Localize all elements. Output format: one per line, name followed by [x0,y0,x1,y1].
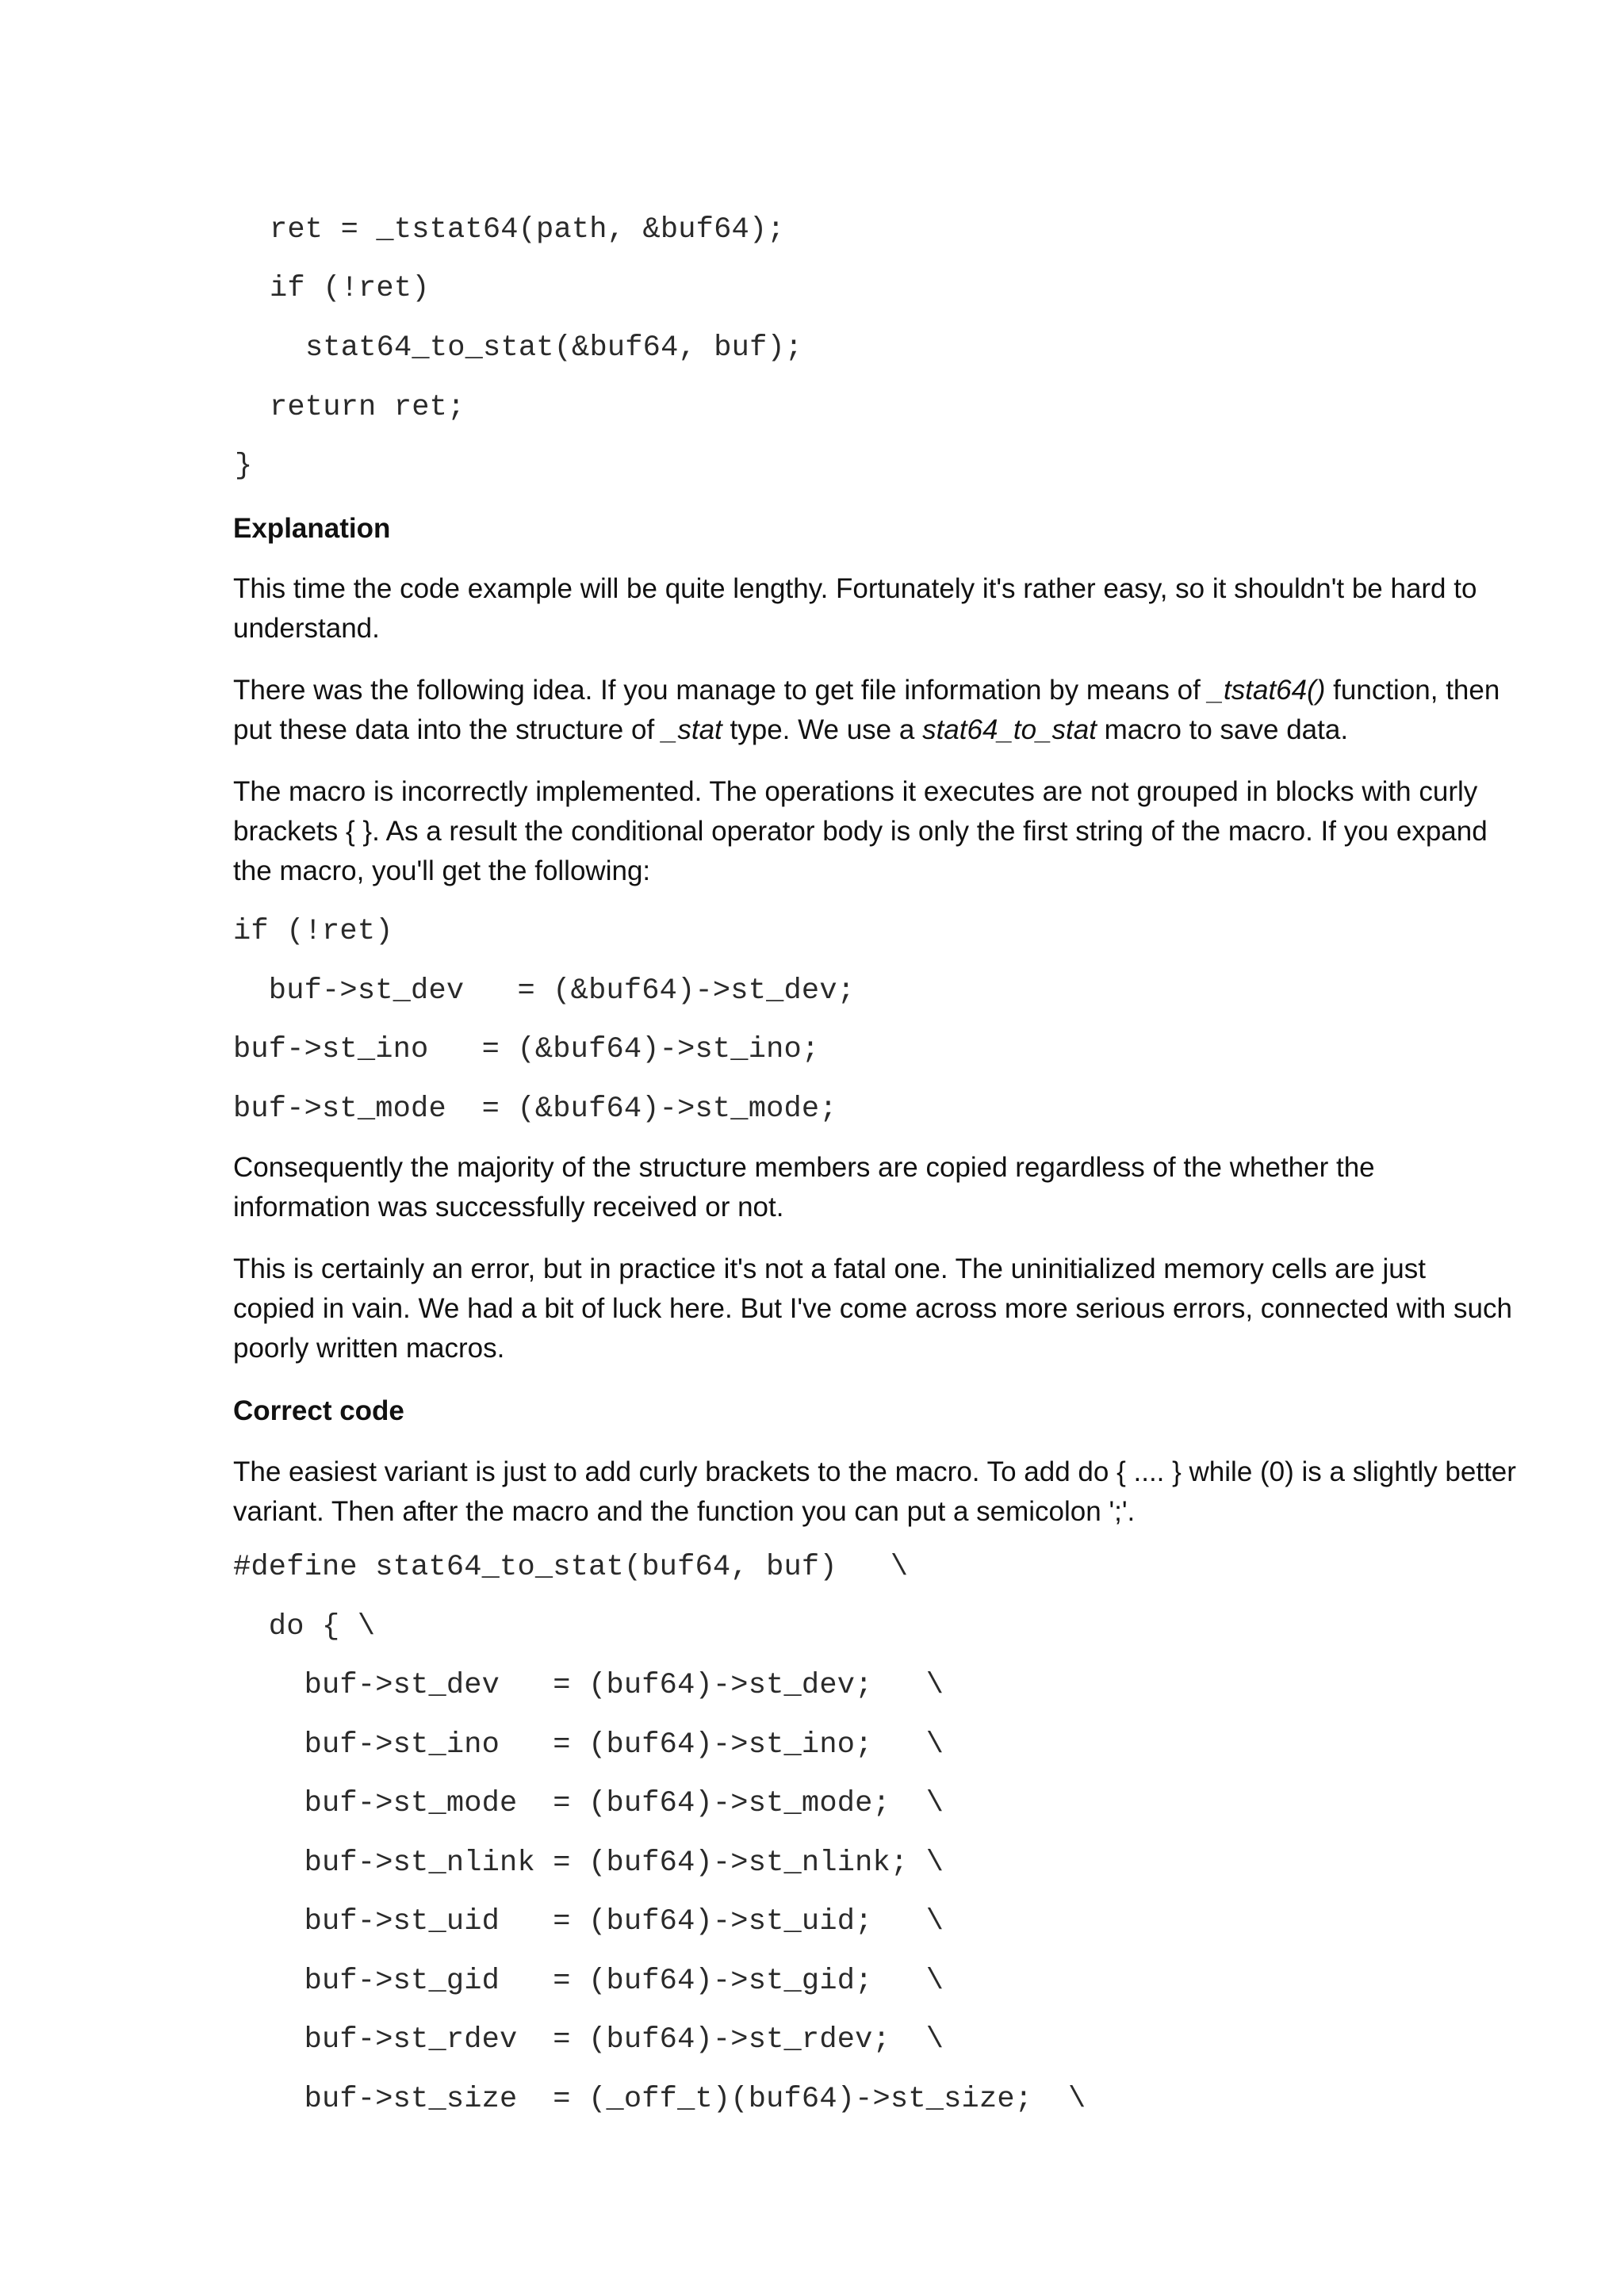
paragraph [233,1148,1534,1227]
code-line: do { \ [233,1610,376,1644]
paragraph-line: poorly written macros. [233,1333,505,1364]
paragraph-line: Consequently the majority of the structure members are copied regardless of the whether the [233,1152,1375,1183]
code-line: buf->st_dev = (&buf64)->st_dev; [233,974,856,1008]
code-line: buf->st_rdev = (buf64)->st_rdev; \ [233,2023,944,2057]
code-line: buf->st_dev = (buf64)->st_dev; \ [233,1669,944,1702]
paragraph-line: brackets { }. As a result the conditional operator body is only the first string of the macro. If you expand [233,816,1488,847]
code-line: if (!ret) [270,272,430,305]
code-line: if (!ret) [233,915,393,948]
paragraph-line: information was successfully received or not. [233,1192,784,1223]
paragraph-line [233,671,1534,710]
code-line: buf->st_gid = (buf64)->st_gid; \ [233,1965,944,1998]
text-run: There was the following idea. If you manage to get file information by means of [233,675,1208,706]
paragraph-line: The easiest variant is just to add curly brackets to the macro. To add do { .... } while (0) is a slightly better [233,1456,1516,1487]
paragraph-line [233,710,1534,750]
code-line: } [235,450,253,483]
paragraph [233,772,1534,891]
paragraph-line: copied in vain. We had a bit of luck here. But I've come across more serious errors, connected with such [233,1293,1512,1324]
code-line: ret = _tstat64(path, &buf64); [270,213,785,247]
code-line: stat64_to_stat(&buf64, buf); [305,331,803,365]
paragraph-line: This is certainly an error, but in practice it's not a fatal one. The uninitialized memory cells are just [233,1253,1426,1284]
paragraph [233,569,1534,649]
type-name: _stat [661,714,722,745]
text-run: type. We use a [722,714,923,745]
code-line: buf->st_nlink = (buf64)->st_nlink; \ [233,1846,944,1880]
code-line: buf->st_size = (_off_t)(buf64)->st_size; \ [233,2083,1086,2116]
code-line: buf->st_uid = (buf64)->st_uid; \ [233,1905,944,1938]
code-line: #define stat64_to_stat(buf64, buf) \ [233,1551,909,1584]
paragraph [233,1452,1534,1532]
paragraph-line: understand. [233,613,380,644]
paragraph-line: variant. Then after the macro and the function you can put a semicolon ';'. [233,1496,1136,1527]
macro-name: stat64_to_stat [922,714,1097,745]
paragraph-line: The macro is incorrectly implemented. The operations it executes are not grouped in blocks with curly [233,776,1478,807]
code-line: return ret; [270,391,465,424]
code-line: buf->st_ino = (buf64)->st_ino; \ [233,1728,944,1762]
function-name: _tstat64() [1208,675,1326,706]
paragraph [233,671,1534,750]
paragraph-line: This time the code example will be quite lengthy. Fortunately it's rather easy, so it shouldn't be hard to [233,573,1477,604]
section-heading: Correct code [233,1395,404,1426]
text-run: macro to save data. [1096,714,1349,745]
paragraph [233,1249,1534,1368]
text-run: function, then [1325,675,1500,706]
text-run: put these data into the structure of [233,714,662,745]
code-line: buf->st_mode = (buf64)->st_mode; \ [233,1787,944,1820]
code-line: buf->st_ino = (&buf64)->st_ino; [233,1033,820,1066]
section-heading: Explanation [233,513,391,544]
paragraph-line: the macro, you'll get the following: [233,855,651,886]
code-line: buf->st_mode = (&buf64)->st_mode; [233,1093,837,1126]
